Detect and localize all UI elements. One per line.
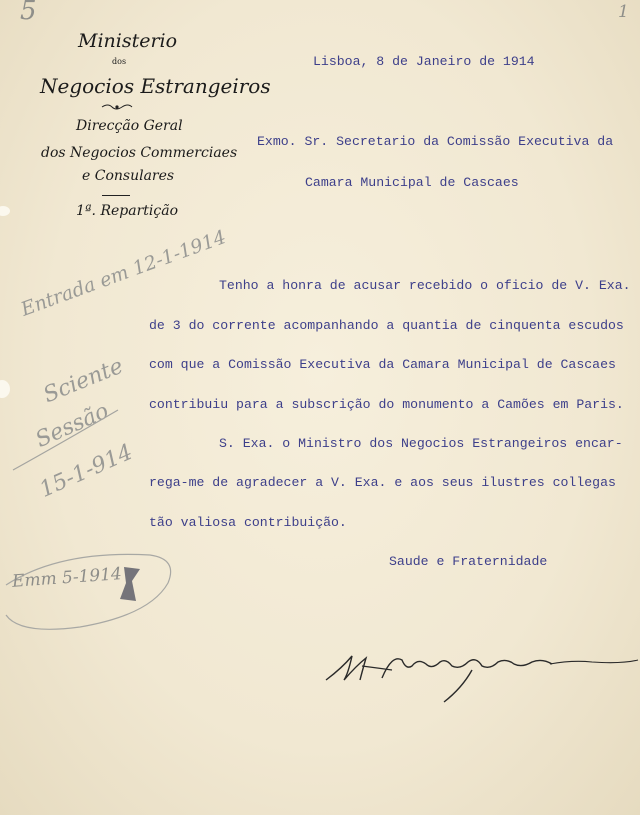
pencil-stamp-text: Emm 5-1914 [11, 564, 123, 592]
letterhead-ornament [100, 102, 134, 112]
corner-mark-left: 5 [20, 0, 37, 26]
letterhead-reparticao: 1ª. Repartição [76, 203, 179, 219]
body-line-4: contribuiu para a subscrição do monumento a Camões em Paris. [149, 397, 624, 412]
addressee-line-1: Exmo. Sr. Secretario da Comissão Executiva da [257, 134, 614, 149]
date-line: Lisboa, 8 de Janeiro de 1914 [313, 54, 535, 69]
pencil-bracket [8, 390, 128, 490]
letterhead-consulares: e Consulares [82, 168, 175, 184]
body-line-2: de 3 do corrente acompanhando a quantia de cinquenta escudos [149, 318, 624, 333]
corner-mark-right: 1 [618, 2, 629, 22]
pencil-note-sciente: Sciente [40, 353, 127, 409]
ink-mark [110, 563, 146, 605]
body-line-1: Tenho a honra de acusar recebido o oficio de V. Exa. [219, 278, 631, 293]
signature [322, 640, 640, 710]
body-line-3: com que a Comissão Executiva da Camara Municipal de Cascaes [149, 357, 616, 372]
letterhead-dos: dos [112, 57, 127, 66]
body-line-7: tão valiosa contribuição. [149, 515, 347, 530]
pencil-oval [0, 545, 180, 640]
letterhead-commerciaes: dos Negocios Commerciaes [41, 145, 238, 161]
body-line-5: S. Exa. o Ministro dos Negocios Estrangeiros encar- [219, 436, 623, 451]
edge-tear-1 [0, 206, 10, 216]
letterhead-ministerio: Ministerio [78, 30, 178, 52]
letterhead-rule [102, 195, 130, 196]
letterhead-negocios: Negocios Estrangeiros [40, 74, 271, 98]
pencil-note-entry: Entrada em 12-1-1914 [18, 225, 229, 321]
addressee-line-2: Camara Municipal de Cascaes [305, 175, 519, 190]
closing-line: Saude e Fraternidade [389, 554, 548, 569]
pencil-note-date: 15-1-914 [36, 439, 137, 503]
letterhead-direccao: Direcção Geral [76, 118, 183, 134]
body-line-6: rega-me de agradecer a V. Exa. e aos seus ilustres collegas [149, 475, 616, 490]
pencil-note-sessao: Sessão [32, 398, 113, 453]
